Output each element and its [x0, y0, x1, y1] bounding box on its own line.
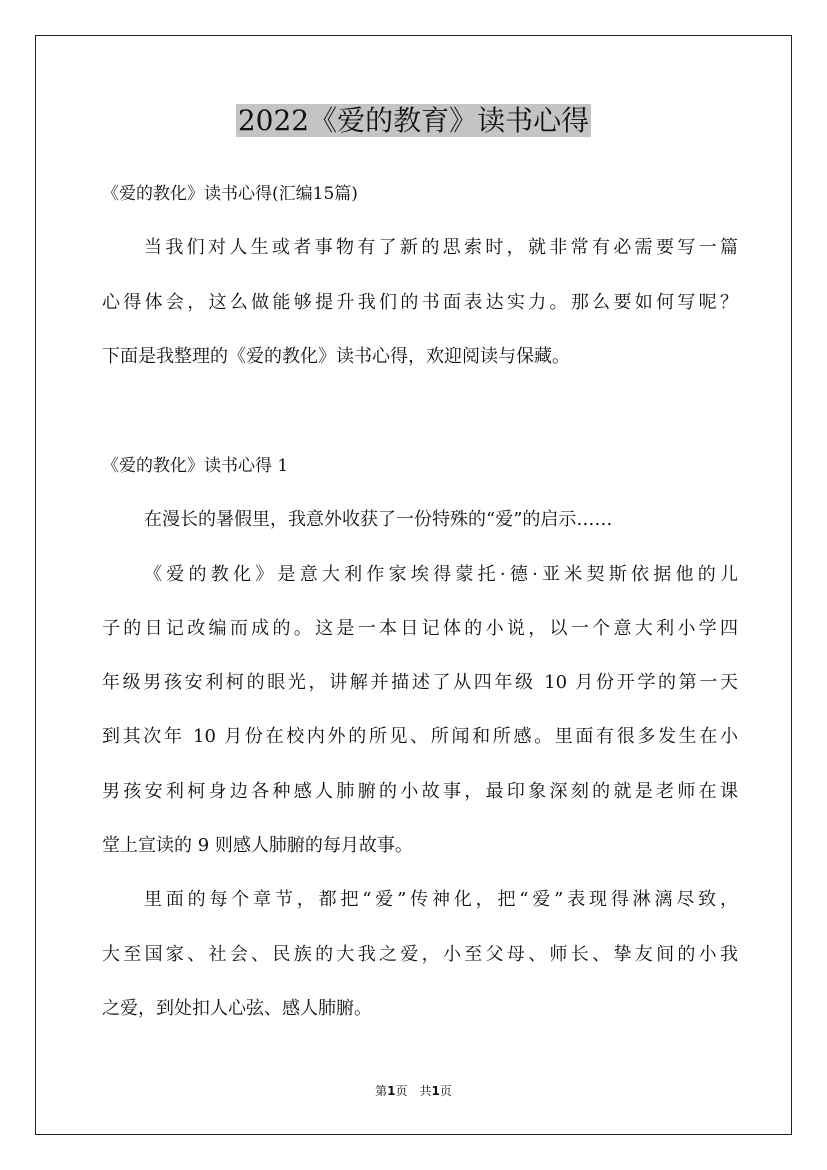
section-1-paragraph-3-line-2: 大至国家、社会、民族的大我之爱，小至父母、师长、挚友间的小我 — [102, 944, 738, 965]
section-1-paragraph-2-line-6: 堂上宣读的 9 则感人肺腑的每月故事。 — [102, 835, 413, 856]
section-1-paragraph-2-line-2: 子的日记改编而成的。这是一本日记体的小说，以一个意大利小学四 — [102, 618, 738, 639]
section-1-paragraph-3-line-3: 之爱，到处扣人心弦、感人肺腑。 — [102, 998, 372, 1019]
footer-page-number: 1 — [387, 1084, 396, 1098]
section-1-paragraph-2-line-5: 男孩安利柯身边各种感人肺腑的小故事，最印象深刻的就是老师在课 — [102, 781, 738, 802]
intro-line-1: 当我们对人生或者事物有了新的思索时，就非常有必需要写一篇 — [144, 237, 738, 258]
section-1-paragraph-3-line-1: 里面的每个章节，都把“爱”传神化，把“爱”表现得淋漓尽致， — [144, 889, 738, 910]
section-1-heading: 《爱的教化》读书心得 1 — [102, 456, 289, 476]
section-1-paragraph-1: 在漫长的暑假里，我意外收获了一份特殊的“爱”的启示…… — [144, 509, 613, 530]
document-title-text: 2022《爱的教育》读书心得 — [237, 104, 590, 137]
footer-page-mid: 页 共 — [395, 1084, 432, 1098]
document-title — [0, 101, 827, 141]
section-1-paragraph-2-line-4: 到其次年 10 月份在校内外的所见、所闻和所感。里面有很多发生在小 — [102, 726, 738, 747]
intro-line-3: 下面是我整理的《爱的教化》读书心得，欢迎阅读与保藏。 — [102, 346, 570, 367]
footer-page-total: 1 — [431, 1084, 440, 1098]
intro-line-2: 心得体会，这么做能够提升我们的书面表达实力。那么要如何写呢？ — [102, 292, 738, 313]
document-subtitle: 《爱的教化》读书心得(汇编15篇) — [102, 184, 358, 204]
page-footer — [0, 1082, 827, 1100]
footer-page-prefix: 第 — [375, 1084, 388, 1098]
section-1-paragraph-2-line-1: 《爱的教化》是意大利作家埃得蒙托·德·亚米契斯依据他的儿 — [144, 564, 738, 585]
section-1-paragraph-2-line-3: 年级男孩安利柯的眼光，讲解并描述了从四年级 10 月份开学的第一天 — [102, 672, 738, 693]
footer-page-suffix: 页 — [439, 1084, 452, 1098]
